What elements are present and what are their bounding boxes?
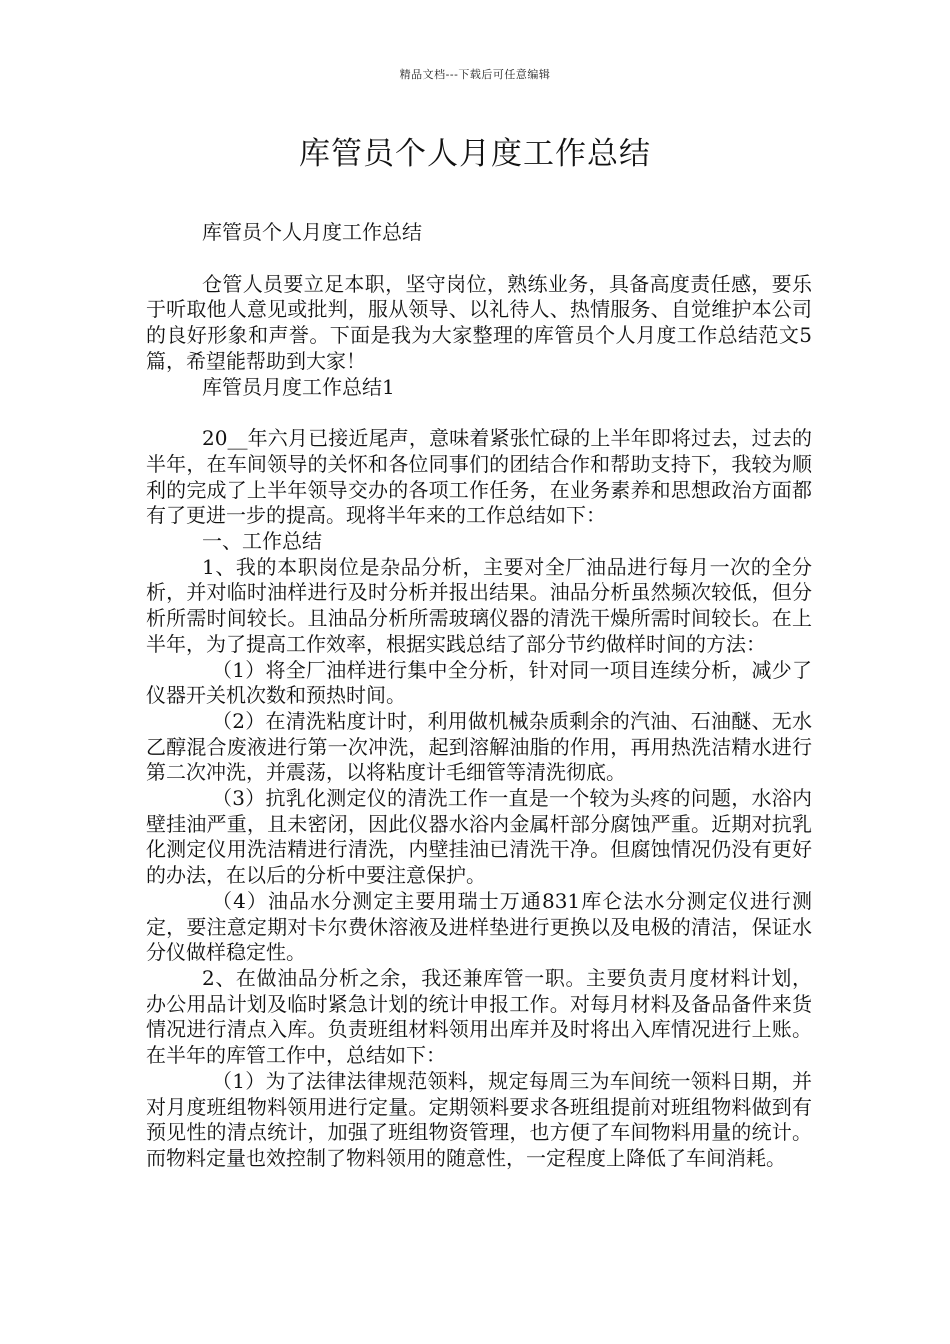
section-heading: 一、工作总结 (202, 529, 322, 554)
body-paragraph: 20__年六月已接近尾声，意味着紧张忙碌的上半年即将过去，过去的半年，在车间领导的关怀和各位同事们的团结合作和帮助支持下，我较为顺利的完成了上半年领导交办的各项工作任务，在业务素养和思想政治方面都有了更进一步的提高。现将半年来的工作总结如下： (146, 426, 812, 528)
list-item: （4）油品水分测定主要用瑞士万通831库仑法水分测定仪进行测定，要注意定期对卡尔费休溶液及进样垫进行更换以及电极的清洁，保证水分仪做样稳定性。 (146, 888, 812, 965)
subtitle-paragraph: 库管员个人月度工作总结 (202, 220, 422, 244)
list-item: （1）将全厂油样进行集中全分析，针对同一项目连续分析，减少了仪器开关机次数和预热时间。 (146, 657, 812, 708)
body-paragraph: 1、我的本职岗位是杂品分析，主要对全厂油品进行每月一次的全分析，并对临时油样进行及时分析并报出结果。油品分析虽然频次较低，但分析所需时间较长。且油品分析所需玻璃仪器的清洗干燥所需时间较长。在上半年，为了提高工作效率，根据实践总结了部分节约做样时间的方法： (146, 554, 812, 656)
list-item: （1）为了法律法律规范领料，规定每周三为车间统一领料日期，并对月度班组物料领用进行定量。定期领料要求各班组提前对班组物料做到有预见性的清点统计，加强了班组物资管理，也方便了车间物料用量的统计。而物料定量也效控制了物料领用的随意性，一定程度上降低了车间消耗。 (146, 1068, 812, 1170)
list-item: （2）在清洗粘度计时，利用做机械杂质剩余的汽油、石油醚、无水乙醇混合废液进行第一次冲洗，起到溶解油脂的作用，再用热洗洁精水进行第二次冲洗，并震荡，以将粘度计毛细管等清洗彻底。 (146, 708, 812, 785)
body-paragraph: 2、在做油品分析之余，我还兼库管一职。主要负责月度材料计划，办公用品计划及临时紧急计划的统计申报工作。对每月材料及备品备件来货情况进行清点入库。负责班组材料领用出库并及时将出入库情况进行上账。在半年的库管工作中，总结如下： (146, 965, 812, 1068)
document-title: 库管员个人月度工作总结 (299, 136, 651, 172)
intro-paragraph: 仓管人员要立足本职，坚守岗位，熟练业务，具备高度责任感，要乐于听取他人意见或批判，服从领导、以礼待人、热情服务、自觉维护本公司的良好形象和声誉。下面是我为大家整理的库管员个人月度工作总结范文5篇，希望能帮助到大家！ (146, 271, 812, 373)
section-heading: 库管员月度工作总结1 (202, 374, 395, 399)
list-item: （3）抗乳化测定仪的清洗工作一直是一个较为头疼的问题，水浴内壁挂油严重，且未密闭，因此仪器水浴内金属杆部分腐蚀严重。近期对抗乳化测定仪用洗洁精进行清洗，内壁挂油已清洗干净。但腐蚀情况仍没有更好的办法，在以后的分析中要注意保护。 (146, 786, 812, 888)
document-body (146, 220, 812, 1172)
header-note: 精品文档---下载后可任意编辑 (399, 68, 551, 81)
